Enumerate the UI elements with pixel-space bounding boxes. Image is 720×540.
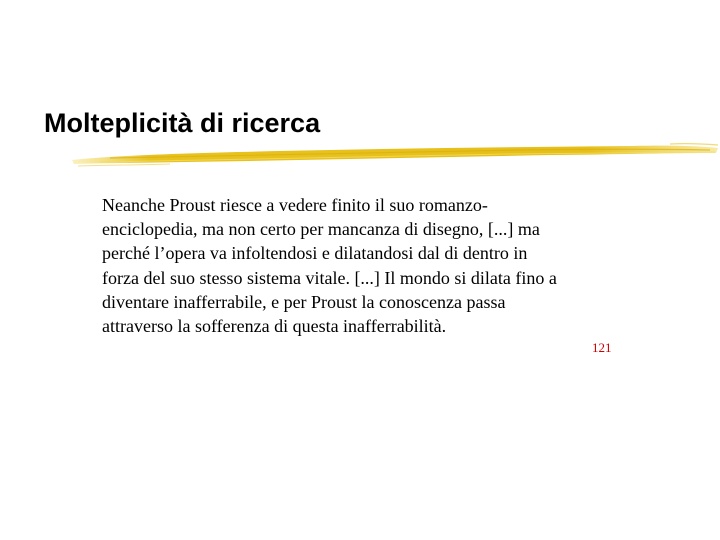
- text-line: forza del suo stesso sistema vitale. [...] Il mondo si dilata fino a: [102, 267, 557, 288]
- text-line: diventare inafferrabile, e per Proust la conoscenza passa: [102, 291, 506, 312]
- text-line: attraverso la sofferenza di questa inafferrabilità.: [102, 316, 447, 337]
- text-line: enciclopedia, ma non certo per mancanza di disegno, [...] ma: [102, 219, 540, 240]
- page-number: 121: [592, 340, 612, 355]
- slide-title: Molteplicità di ricerca: [44, 108, 321, 138]
- text-line: perché l’opera va infoltendosi e dilatandosi dal di dentro in: [102, 243, 528, 264]
- title-brush-underline: [70, 140, 720, 170]
- quote-paragraph: [102, 193, 642, 338]
- text-line: Neanche Proust riesce a vedere finito il suo romanzo-: [102, 195, 488, 215]
